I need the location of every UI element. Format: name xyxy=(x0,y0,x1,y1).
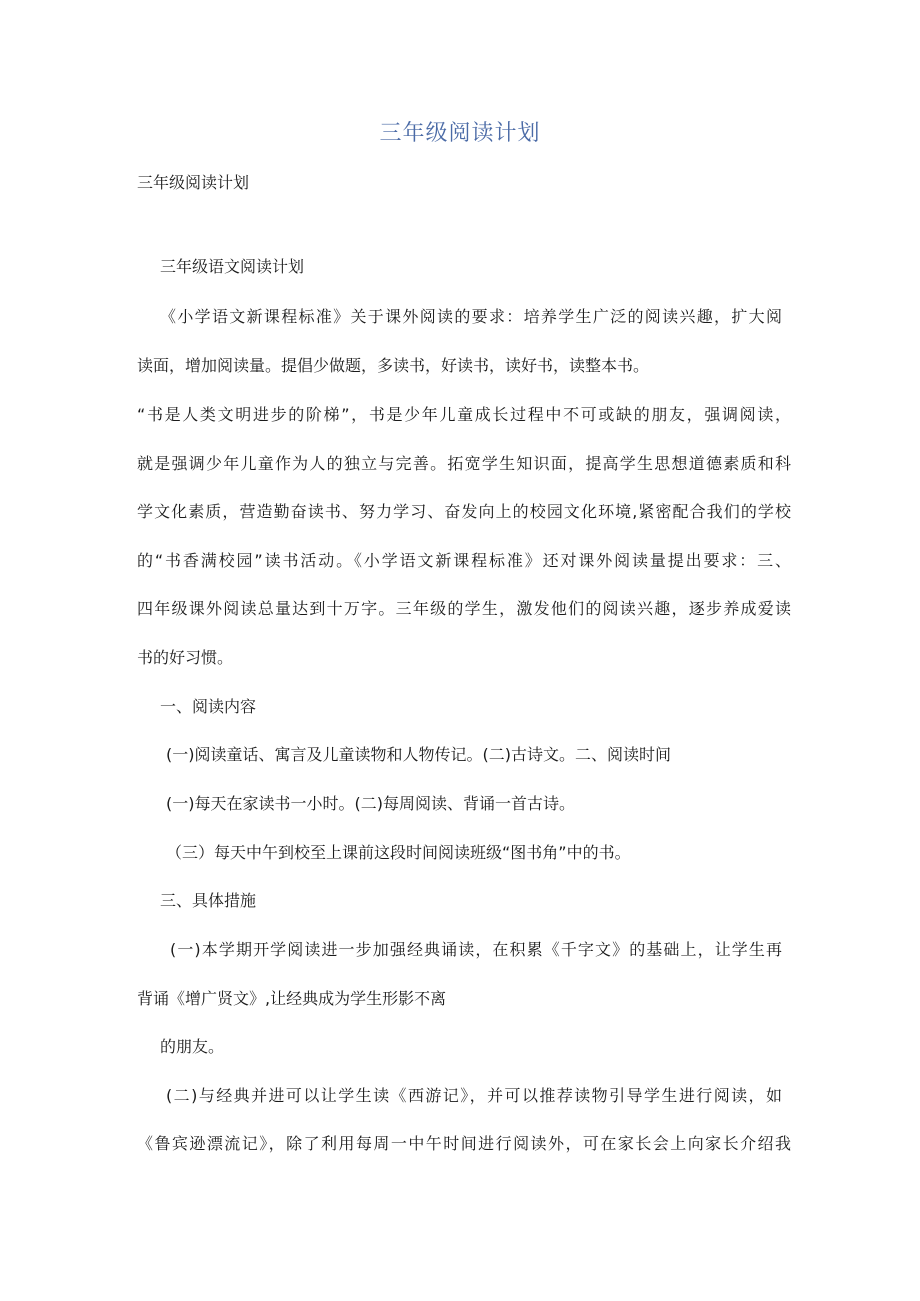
document-subtitle: 三年级阅读计划 xyxy=(137,173,250,192)
section1-item-3: （三）每天中午到校至上课前这段时间阅读班级“图书角”中的书。 xyxy=(166,843,631,862)
section3-p1-line-1: (一)本学期开学阅读进一步加强经典诵读，在积累《千字文》的基础上，让学生再 xyxy=(170,940,782,959)
section3-p1-line-3: 的朋友。 xyxy=(160,1037,225,1056)
body-line-2: 就是强调少年儿童作为人的独立与完善。拓宽学生知识面，提高学生思想道德素质和科 xyxy=(137,454,791,473)
body-line-4: 的“书香满校园”读书活动。《小学语文新课程标准》还对课外阅读量提出要求：三、 xyxy=(137,551,791,570)
section3-p2-line-1: (二)与经典并进可以让学生读《西游记》，并可以推荐读物引导学生进行阅读，如 xyxy=(166,1086,782,1105)
document-title: 三年级阅读计划 xyxy=(379,121,541,146)
intro-line-1: 《小学语文新课程标准》关于课外阅读的要求：培养学生广泛的阅读兴趣，扩大阅 xyxy=(160,307,782,326)
section1-title: 一、阅读内容 xyxy=(160,697,257,716)
body-line-6: 书的好习惯。 xyxy=(137,648,234,667)
intro-line-2: 读面，增加阅读量。提倡少做题，多读书，好读书，读好书，读整本书。 xyxy=(137,356,650,375)
section1-item-1: (一)阅读童话、寓言及儿童读物和人物传记。(二)古诗文。二、阅读时间 xyxy=(166,745,671,764)
section3-p2-line-2: 《鲁宾逊漂流记》，除了利用每周一中午时间进行阅读外，可在家长会上向家长介绍我 xyxy=(137,1134,791,1153)
section3-p1-line-2: 背诵《增广贤文》,让经典成为学生形影不离 xyxy=(137,989,447,1008)
section1-item-2: (一)每天在家读书一小时。(二)每周阅读、背诵一首古诗。 xyxy=(166,794,575,813)
section-heading: 三年级语文阅读计划 xyxy=(160,257,305,276)
body-line-3: 学文化素质，营造勤奋读书、努力学习、奋发向上的校园文化环境,紧密配合我们的学校 xyxy=(137,502,791,521)
body-line-5: 四年级课外阅读总量达到十万字。三年级的学生，激发他们的阅读兴趣，逐步养成爱读 xyxy=(137,599,791,618)
section3-title: 三、具体措施 xyxy=(160,891,257,910)
body-line-1: “书是人类文明进步的阶梯”，书是少年儿童成长过程中不可或缺的朋友，强调阅读， xyxy=(137,405,791,424)
